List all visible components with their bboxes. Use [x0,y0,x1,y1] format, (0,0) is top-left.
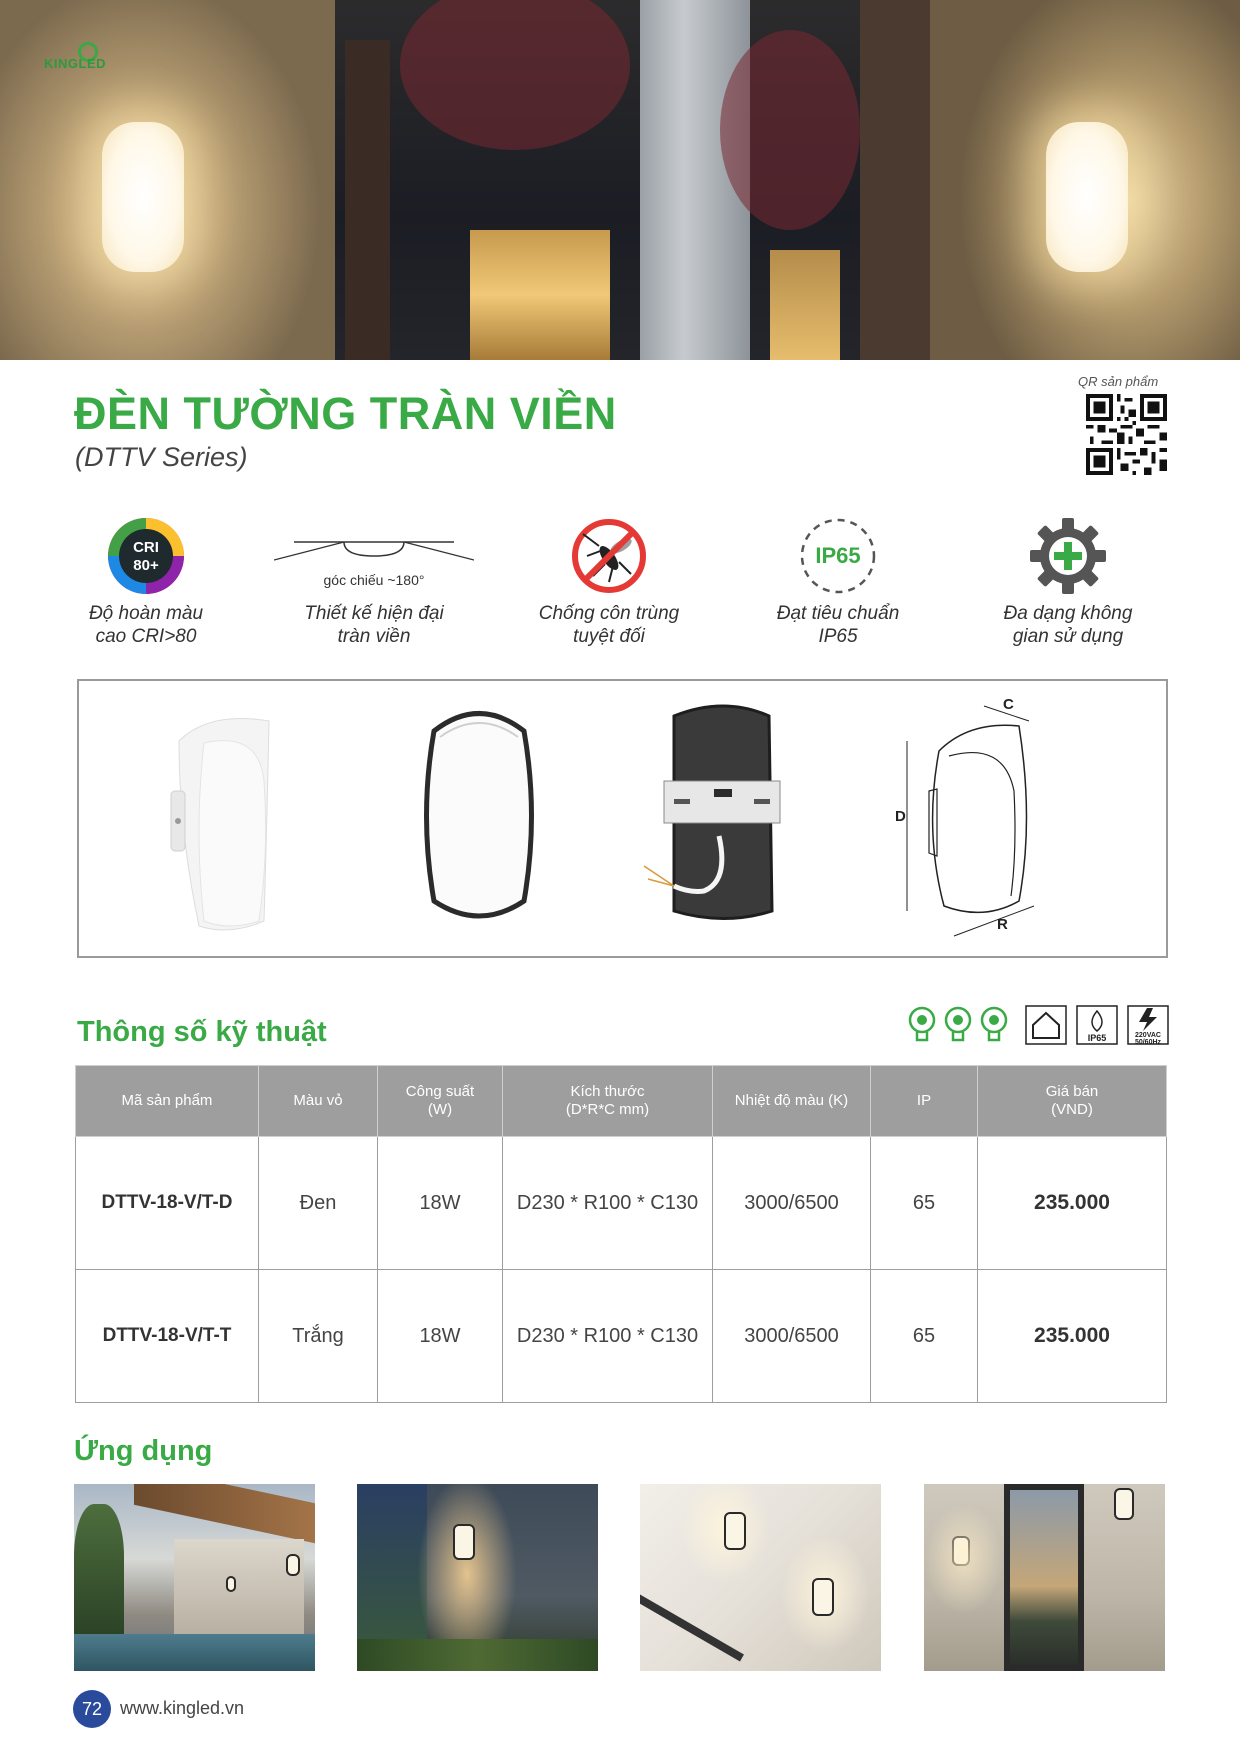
application-photo-staircase [640,1484,881,1671]
feature-caption-line: Thiết kế hiện đại [304,603,444,624]
application-photo-window [924,1484,1165,1671]
price-cell: 235.000 [978,1270,1167,1403]
beam-angle-label: góc chiếu ~180° [323,572,425,588]
dimension-label-r: R [997,916,1008,933]
cert-frequency-label: 50/60Hz [1134,1039,1162,1045]
spec-section-title: Thông số kỹ thuật [77,1016,327,1048]
size-cell: D230 * R100 * C130 [503,1270,713,1403]
table-row [76,1270,1167,1403]
gear-plus-icon [1028,516,1108,596]
ip-cell: 65 [871,1137,978,1270]
product-code-cell: DTTV-18-V/T-T [76,1270,259,1403]
hero-wood-post [345,40,390,360]
hero-lit-window [470,230,610,360]
hero-lit-window [770,250,840,360]
qr-code-icon[interactable] [1086,394,1167,475]
color-temp-cell: 3000/6500 [713,1270,871,1403]
spec-table [75,1065,1167,1403]
dimension-label-c: C [1003,696,1014,713]
hero-tree-foliage [720,30,860,230]
energy-saving-bulbs-icon [905,1005,1011,1045]
feature-caption-line: IP65 [818,626,858,647]
table-row [76,1137,1167,1270]
website-link[interactable]: www.kingled.vn [120,1698,245,1718]
size-cell: D230 * R100 * C130 [503,1137,713,1270]
product-code-cell: DTTV-18-V/T-D [76,1137,259,1270]
product-back-view [634,681,794,956]
column-header: Mã sản phẩm [76,1066,259,1137]
table-header-row [76,1066,1167,1137]
application-section-title: Ứng dụng [74,1435,213,1467]
page-number-badge: 72 [73,1690,111,1728]
power-cell: 18W [378,1137,503,1270]
product-front-view [414,681,544,956]
ip65-icon-text: IP65 [815,543,861,568]
no-mosquito-icon [569,516,649,596]
hero-banner [0,0,1240,360]
feature-caption-line: cao CRI>80 [95,626,197,647]
hero-wall-lamp [102,122,184,272]
hero-tree-foliage [400,0,630,150]
hero-wood-post [860,0,930,360]
cri-icon-text: CRI [133,539,159,556]
page-subtitle: (DTTV Series) [75,442,248,472]
feature-caption-line: gian sử dụng [1012,626,1124,647]
column-header: Giá bán (VND) [978,1066,1167,1137]
feature-caption-line: Đạt tiêu chuẩn [776,603,900,624]
color-cell: Đen [259,1137,378,1270]
product-side-view [149,681,299,956]
brand-logo [44,42,124,76]
application-photo-wall-night [357,1484,598,1671]
feature-caption-line: tuyệt đối [573,626,645,647]
product-views-panel [77,679,1168,958]
page-title: ĐÈN TƯỜNG TRÀN VIỀN [74,388,617,439]
column-header: Nhiệt độ màu (K) [713,1066,871,1137]
certification-icons [1025,1005,1169,1045]
column-header: Kích thước (D*R*C mm) [503,1066,713,1137]
hero-wall-lamp [1046,122,1128,272]
color-temp-cell: 3000/6500 [713,1137,871,1270]
beam-angle-icon [274,530,474,570]
feature-caption-line: Độ hoàn màu [88,603,204,624]
cert-ip-label: IP65 [1087,1033,1107,1043]
cri-icon-value: 80+ [133,557,159,574]
dimension-label-d: D [895,808,906,825]
power-cell: 18W [378,1270,503,1403]
logo-text: KINGLED [44,56,106,71]
column-header: IP [871,1066,978,1137]
column-header: Màu vỏ [259,1066,378,1137]
color-cell: Trắng [259,1270,378,1403]
column-header: Công suất (W) [378,1066,503,1137]
ip-cell: 65 [871,1270,978,1403]
price-cell: 235.000 [978,1137,1167,1270]
application-photo-exterior [74,1484,315,1671]
product-dimension-drawing [889,681,1089,956]
qr-label: QR sản phẩm [1078,374,1159,389]
cert-voltage-label: 220VAC [1135,1032,1161,1039]
cri-color-wheel-icon [106,516,186,596]
feature-caption-line: tràn viền [337,626,411,647]
feature-caption-line: Chống côn trùng [538,603,680,624]
ip65-badge-icon [798,516,878,596]
feature-caption-line: Đa dạng không [1003,603,1133,624]
